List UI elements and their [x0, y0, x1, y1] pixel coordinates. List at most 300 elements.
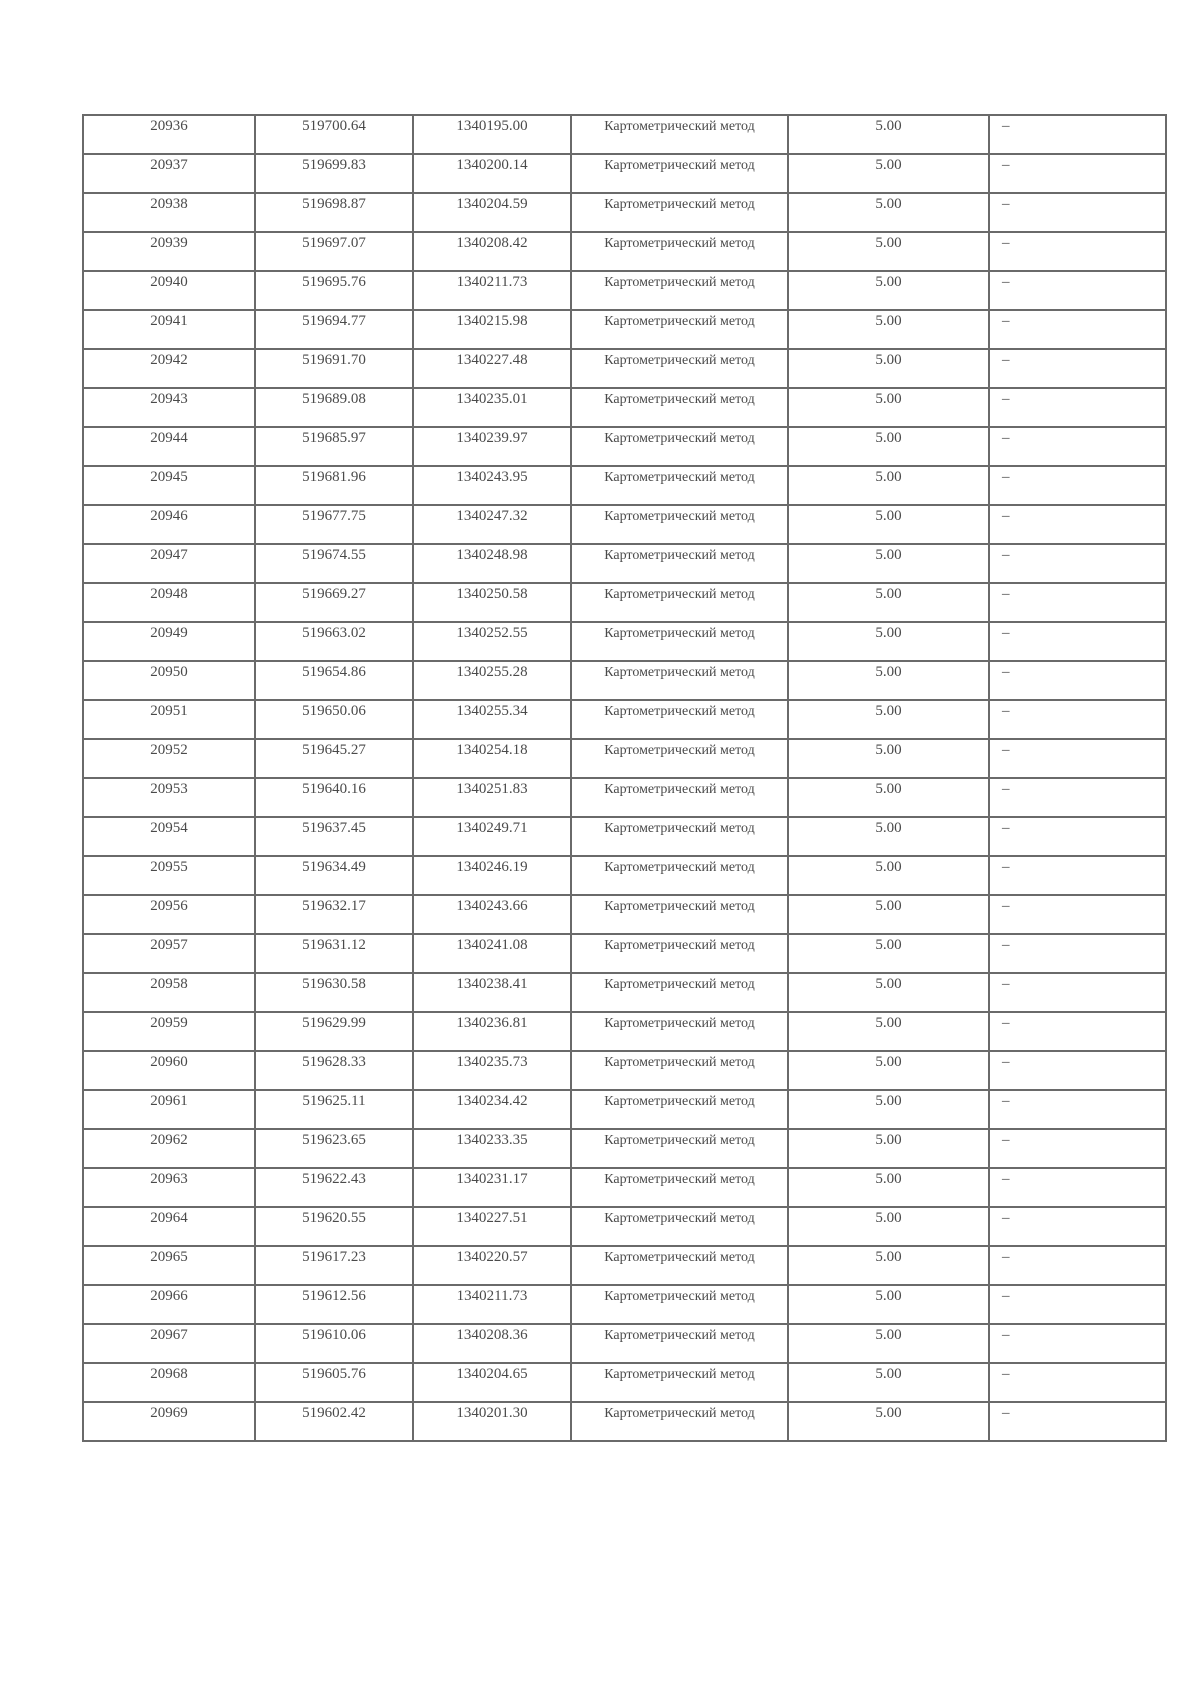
point-number-cell-text: 20956 [150, 898, 188, 914]
accuracy-cell-text: 5.00 [875, 1366, 902, 1382]
point-number-cell [83, 1051, 255, 1090]
x-coordinate-cell [255, 973, 413, 1012]
x-coordinate-cell [255, 1324, 413, 1363]
point-number-cell-text: 20968 [150, 1366, 188, 1382]
y-coordinate-cell [413, 661, 571, 700]
x-coordinate-cell [255, 1168, 413, 1207]
description-cell-text: – [1002, 1132, 1010, 1148]
x-coordinate-cell [255, 232, 413, 271]
x-coordinate-cell-text: 519610.06 [302, 1327, 366, 1343]
y-coordinate-cell-text: 1340248.98 [456, 547, 528, 563]
accuracy-cell-text: 5.00 [875, 1210, 902, 1226]
y-coordinate-cell-text: 1340235.73 [456, 1054, 528, 1070]
x-coordinate-cell [255, 622, 413, 661]
x-coordinate-cell-text: 519699.83 [302, 157, 366, 173]
point-number-cell [83, 466, 255, 505]
accuracy-cell-text: 5.00 [875, 976, 902, 992]
x-coordinate-cell-text: 519628.33 [302, 1054, 366, 1070]
accuracy-cell-text: 5.00 [875, 1405, 902, 1421]
accuracy-cell [788, 271, 989, 310]
y-coordinate-cell [413, 778, 571, 817]
accuracy-cell [788, 895, 989, 934]
method-cell [571, 622, 788, 661]
description-cell-text: – [1002, 898, 1010, 914]
method-cell [571, 1324, 788, 1363]
x-coordinate-cell-text: 519697.07 [302, 235, 366, 251]
description-cell-text: – [1002, 1366, 1010, 1382]
x-coordinate-cell-text: 519685.97 [302, 430, 366, 446]
x-coordinate-cell [255, 1363, 413, 1402]
description-cell-text: – [1002, 976, 1010, 992]
method-cell-text: Картометрический метод [604, 938, 755, 953]
x-coordinate-cell-text: 519640.16 [302, 781, 366, 797]
x-coordinate-cell [255, 154, 413, 193]
description-cell-text: – [1002, 742, 1010, 758]
accuracy-cell-text: 5.00 [875, 1054, 902, 1070]
method-cell [571, 934, 788, 973]
table-row [83, 1207, 1166, 1246]
y-coordinate-cell-text: 1340247.32 [456, 508, 528, 524]
x-coordinate-cell [255, 895, 413, 934]
x-coordinate-cell [255, 739, 413, 778]
description-cell [989, 739, 1166, 778]
y-coordinate-cell [413, 856, 571, 895]
description-cell-text: – [1002, 1288, 1010, 1304]
x-coordinate-cell-text: 519681.96 [302, 469, 366, 485]
method-cell-text: Картометрический метод [604, 275, 755, 290]
accuracy-cell-text: 5.00 [875, 196, 902, 212]
table-row [83, 895, 1166, 934]
description-cell [989, 1207, 1166, 1246]
x-coordinate-cell-text: 519617.23 [302, 1249, 366, 1265]
description-cell [989, 349, 1166, 388]
point-number-cell [83, 349, 255, 388]
table-row [83, 1012, 1166, 1051]
accuracy-cell-text: 5.00 [875, 664, 902, 680]
x-coordinate-cell-text: 519695.76 [302, 274, 366, 290]
x-coordinate-cell [255, 1012, 413, 1051]
y-coordinate-cell-text: 1340233.35 [456, 1132, 528, 1148]
x-coordinate-cell-text: 519689.08 [302, 391, 366, 407]
method-cell-text: Картометрический метод [604, 548, 755, 563]
point-number-cell [83, 778, 255, 817]
x-coordinate-cell-text: 519634.49 [302, 859, 366, 875]
y-coordinate-cell-text: 1340211.73 [456, 1288, 528, 1304]
x-coordinate-cell [255, 934, 413, 973]
description-cell-text: – [1002, 859, 1010, 875]
method-cell-text: Картометрический метод [604, 353, 755, 368]
table-row [83, 973, 1166, 1012]
point-number-cell-text: 20952 [150, 742, 188, 758]
point-number-cell [83, 544, 255, 583]
accuracy-cell-text: 5.00 [875, 1327, 902, 1343]
accuracy-cell [788, 193, 989, 232]
table-row [83, 1324, 1166, 1363]
x-coordinate-cell-text: 519674.55 [302, 547, 366, 563]
description-cell-text: – [1002, 430, 1010, 446]
description-cell-text: – [1002, 508, 1010, 524]
table-row [83, 271, 1166, 310]
y-coordinate-cell [413, 310, 571, 349]
method-cell [571, 1012, 788, 1051]
description-cell [989, 193, 1166, 232]
method-cell-text: Картометрический метод [604, 1328, 755, 1343]
y-coordinate-cell [413, 1129, 571, 1168]
x-coordinate-cell [255, 1129, 413, 1168]
x-coordinate-cell-text: 519650.06 [302, 703, 366, 719]
y-coordinate-cell [413, 349, 571, 388]
method-cell-text: Картометрический метод [604, 1289, 755, 1304]
method-cell-text: Картометрический метод [604, 977, 755, 992]
point-number-cell-text: 20961 [150, 1093, 188, 1109]
description-cell [989, 1246, 1166, 1285]
description-cell [989, 466, 1166, 505]
point-number-cell [83, 739, 255, 778]
point-number-cell [83, 310, 255, 349]
point-number-cell-text: 20957 [150, 937, 188, 953]
method-cell [571, 1246, 788, 1285]
description-cell [989, 1051, 1166, 1090]
point-number-cell-text: 20948 [150, 586, 188, 602]
y-coordinate-cell-text: 1340201.30 [456, 1405, 528, 1421]
table-row [83, 1090, 1166, 1129]
table-row [83, 193, 1166, 232]
description-cell [989, 1129, 1166, 1168]
method-cell-text: Картометрический метод [604, 509, 755, 524]
description-cell-text: – [1002, 1054, 1010, 1070]
point-number-cell-text: 20958 [150, 976, 188, 992]
point-number-cell [83, 232, 255, 271]
description-cell [989, 895, 1166, 934]
description-cell [989, 661, 1166, 700]
point-number-cell-text: 20949 [150, 625, 188, 641]
method-cell-text: Картометрический метод [604, 314, 755, 329]
method-cell-text: Картометрический метод [604, 1133, 755, 1148]
x-coordinate-cell-text: 519632.17 [302, 898, 366, 914]
table-row [83, 856, 1166, 895]
table-row [83, 1168, 1166, 1207]
point-number-cell [83, 271, 255, 310]
table-row [83, 1363, 1166, 1402]
method-cell [571, 700, 788, 739]
method-cell-text: Картометрический метод [604, 392, 755, 407]
table-row [83, 154, 1166, 193]
accuracy-cell [788, 466, 989, 505]
y-coordinate-cell [413, 271, 571, 310]
accuracy-cell-text: 5.00 [875, 742, 902, 758]
accuracy-cell [788, 583, 989, 622]
accuracy-cell [788, 115, 989, 154]
point-number-cell [83, 1402, 255, 1441]
y-coordinate-cell-text: 1340195.00 [456, 118, 528, 134]
description-cell-text: – [1002, 352, 1010, 368]
method-cell [571, 232, 788, 271]
method-cell-text: Картометрический метод [604, 197, 755, 212]
y-coordinate-cell [413, 1168, 571, 1207]
method-cell-text: Картометрический метод [604, 1016, 755, 1031]
point-number-cell-text: 20939 [150, 235, 188, 251]
point-number-cell-text: 20947 [150, 547, 188, 563]
table-row [83, 466, 1166, 505]
description-cell [989, 622, 1166, 661]
table-row [83, 544, 1166, 583]
method-cell [571, 193, 788, 232]
table-row [83, 778, 1166, 817]
description-cell [989, 544, 1166, 583]
x-coordinate-cell [255, 1402, 413, 1441]
accuracy-cell [788, 1012, 989, 1051]
method-cell-text: Картометрический метод [604, 782, 755, 797]
point-number-cell-text: 20943 [150, 391, 188, 407]
description-cell [989, 1285, 1166, 1324]
y-coordinate-cell [413, 232, 571, 271]
y-coordinate-cell [413, 193, 571, 232]
y-coordinate-cell [413, 1324, 571, 1363]
table-row [83, 1285, 1166, 1324]
y-coordinate-cell [413, 427, 571, 466]
x-coordinate-cell-text: 519645.27 [302, 742, 366, 758]
description-cell [989, 310, 1166, 349]
y-coordinate-cell [413, 388, 571, 427]
point-number-cell [83, 934, 255, 973]
point-number-cell [83, 193, 255, 232]
x-coordinate-cell-text: 519663.02 [302, 625, 366, 641]
method-cell-text: Картометрический метод [604, 587, 755, 602]
accuracy-cell-text: 5.00 [875, 820, 902, 836]
table-row [83, 583, 1166, 622]
method-cell [571, 1207, 788, 1246]
y-coordinate-cell-text: 1340255.34 [456, 703, 528, 719]
accuracy-cell-text: 5.00 [875, 274, 902, 290]
accuracy-cell-text: 5.00 [875, 898, 902, 914]
x-coordinate-cell [255, 1285, 413, 1324]
point-number-cell-text: 20945 [150, 469, 188, 485]
accuracy-cell [788, 1051, 989, 1090]
x-coordinate-cell-text: 519698.87 [302, 196, 366, 212]
method-cell [571, 583, 788, 622]
method-cell-text: Картометрический метод [604, 860, 755, 875]
point-number-cell-text: 20951 [150, 703, 188, 719]
accuracy-cell-text: 5.00 [875, 625, 902, 641]
y-coordinate-cell-text: 1340211.73 [456, 274, 528, 290]
y-coordinate-cell [413, 583, 571, 622]
table-row [83, 1402, 1166, 1441]
description-cell-text: – [1002, 781, 1010, 797]
method-cell [571, 778, 788, 817]
description-cell [989, 973, 1166, 1012]
y-coordinate-cell [413, 973, 571, 1012]
method-cell [571, 310, 788, 349]
point-number-cell-text: 20965 [150, 1249, 188, 1265]
x-coordinate-cell-text: 519620.55 [302, 1210, 366, 1226]
x-coordinate-cell [255, 778, 413, 817]
accuracy-cell-text: 5.00 [875, 157, 902, 173]
accuracy-cell-text: 5.00 [875, 1171, 902, 1187]
point-number-cell [83, 1129, 255, 1168]
method-cell-text: Картометрический метод [604, 704, 755, 719]
point-number-cell [83, 427, 255, 466]
coordinates-table [82, 114, 1167, 1442]
accuracy-cell-text: 5.00 [875, 1288, 902, 1304]
x-coordinate-cell [255, 817, 413, 856]
accuracy-cell-text: 5.00 [875, 1093, 902, 1109]
method-cell-text: Картометрический метод [604, 431, 755, 446]
y-coordinate-cell-text: 1340235.01 [456, 391, 528, 407]
x-coordinate-cell [255, 1090, 413, 1129]
point-number-cell-text: 20944 [150, 430, 188, 446]
y-coordinate-cell [413, 544, 571, 583]
description-cell-text: – [1002, 469, 1010, 485]
x-coordinate-cell [255, 115, 413, 154]
table-row [83, 1246, 1166, 1285]
accuracy-cell-text: 5.00 [875, 1015, 902, 1031]
method-cell [571, 1285, 788, 1324]
point-number-cell [83, 1324, 255, 1363]
method-cell-text: Картометрический метод [604, 1055, 755, 1070]
y-coordinate-cell-text: 1340241.08 [456, 937, 528, 953]
table-row [83, 622, 1166, 661]
table-row [83, 934, 1166, 973]
y-coordinate-cell [413, 1363, 571, 1402]
description-cell [989, 232, 1166, 271]
point-number-cell [83, 505, 255, 544]
method-cell-text: Картометрический метод [604, 236, 755, 251]
accuracy-cell-text: 5.00 [875, 547, 902, 563]
method-cell [571, 817, 788, 856]
table-row [83, 310, 1166, 349]
accuracy-cell [788, 427, 989, 466]
x-coordinate-cell-text: 519691.70 [302, 352, 366, 368]
description-cell-text: – [1002, 1093, 1010, 1109]
table-row [83, 817, 1166, 856]
table-row [83, 661, 1166, 700]
y-coordinate-cell [413, 622, 571, 661]
y-coordinate-cell [413, 739, 571, 778]
y-coordinate-cell-text: 1340220.57 [456, 1249, 528, 1265]
x-coordinate-cell [255, 427, 413, 466]
accuracy-cell [788, 1246, 989, 1285]
accuracy-cell-text: 5.00 [875, 937, 902, 953]
y-coordinate-cell-text: 1340227.51 [456, 1210, 528, 1226]
method-cell [571, 1051, 788, 1090]
description-cell [989, 1324, 1166, 1363]
x-coordinate-cell-text: 519637.45 [302, 820, 366, 836]
method-cell-text: Картометрический метод [604, 626, 755, 641]
description-cell-text: – [1002, 625, 1010, 641]
point-number-cell [83, 1363, 255, 1402]
accuracy-cell [788, 1129, 989, 1168]
y-coordinate-cell-text: 1340234.42 [456, 1093, 528, 1109]
table-row [83, 505, 1166, 544]
x-coordinate-cell-text: 519622.43 [302, 1171, 366, 1187]
accuracy-cell-text: 5.00 [875, 235, 902, 251]
x-coordinate-cell-text: 519612.56 [302, 1288, 366, 1304]
accuracy-cell-text: 5.00 [875, 391, 902, 407]
y-coordinate-cell-text: 1340204.59 [456, 196, 528, 212]
y-coordinate-cell-text: 1340251.83 [456, 781, 528, 797]
description-cell [989, 1168, 1166, 1207]
y-coordinate-cell-text: 1340208.36 [456, 1327, 528, 1343]
y-coordinate-cell-text: 1340227.48 [456, 352, 528, 368]
y-coordinate-cell [413, 1051, 571, 1090]
method-cell [571, 1402, 788, 1441]
table-row [83, 700, 1166, 739]
description-cell-text: – [1002, 118, 1010, 134]
description-cell [989, 271, 1166, 310]
point-number-cell [83, 1168, 255, 1207]
accuracy-cell [788, 622, 989, 661]
description-cell-text: – [1002, 274, 1010, 290]
accuracy-cell [788, 739, 989, 778]
accuracy-cell [788, 388, 989, 427]
point-number-cell [83, 1246, 255, 1285]
x-coordinate-cell [255, 310, 413, 349]
accuracy-cell [788, 856, 989, 895]
y-coordinate-cell [413, 1207, 571, 1246]
point-number-cell [83, 856, 255, 895]
accuracy-cell [788, 1363, 989, 1402]
method-cell-text: Картометрический метод [604, 899, 755, 914]
method-cell [571, 544, 788, 583]
accuracy-cell [788, 1168, 989, 1207]
method-cell-text: Картометрический метод [604, 119, 755, 134]
point-number-cell [83, 817, 255, 856]
x-coordinate-cell [255, 856, 413, 895]
accuracy-cell [788, 1090, 989, 1129]
method-cell-text: Картометрический метод [604, 1172, 755, 1187]
x-coordinate-cell-text: 519694.77 [302, 313, 366, 329]
description-cell [989, 778, 1166, 817]
x-coordinate-cell [255, 583, 413, 622]
y-coordinate-cell [413, 934, 571, 973]
description-cell [989, 427, 1166, 466]
accuracy-cell [788, 661, 989, 700]
accuracy-cell [788, 310, 989, 349]
method-cell [571, 661, 788, 700]
y-coordinate-cell-text: 1340200.14 [456, 157, 528, 173]
accuracy-cell [788, 817, 989, 856]
table-row [83, 739, 1166, 778]
point-number-cell-text: 20942 [150, 352, 188, 368]
description-cell-text: – [1002, 235, 1010, 251]
accuracy-cell [788, 154, 989, 193]
y-coordinate-cell-text: 1340238.41 [456, 976, 528, 992]
point-number-cell [83, 1207, 255, 1246]
point-number-cell [83, 154, 255, 193]
point-number-cell-text: 20953 [150, 781, 188, 797]
method-cell [571, 895, 788, 934]
y-coordinate-cell-text: 1340243.95 [456, 469, 528, 485]
accuracy-cell [788, 544, 989, 583]
point-number-cell [83, 1012, 255, 1051]
point-number-cell [83, 973, 255, 1012]
point-number-cell [83, 388, 255, 427]
accuracy-cell-text: 5.00 [875, 1132, 902, 1148]
accuracy-cell-text: 5.00 [875, 430, 902, 446]
accuracy-cell [788, 700, 989, 739]
point-number-cell-text: 20941 [150, 313, 188, 329]
point-number-cell [83, 622, 255, 661]
accuracy-cell [788, 232, 989, 271]
point-number-cell-text: 20967 [150, 1327, 188, 1343]
description-cell [989, 505, 1166, 544]
description-cell-text: – [1002, 313, 1010, 329]
y-coordinate-cell [413, 1402, 571, 1441]
point-number-cell [83, 1090, 255, 1129]
description-cell [989, 1012, 1166, 1051]
description-cell-text: – [1002, 157, 1010, 173]
point-number-cell-text: 20963 [150, 1171, 188, 1187]
